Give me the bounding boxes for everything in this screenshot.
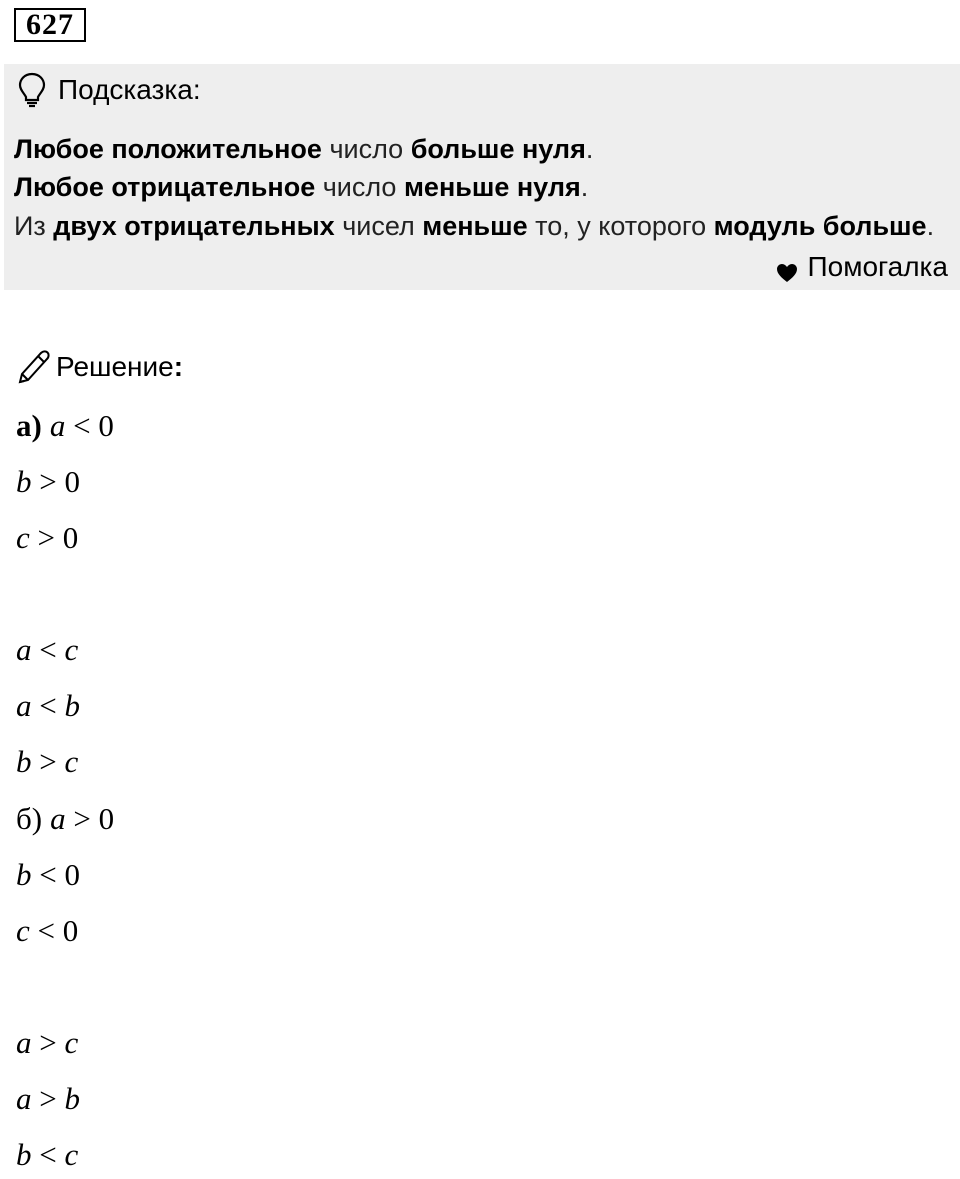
- math-left: a: [49, 408, 66, 443]
- math-left: b: [16, 857, 32, 892]
- math-right: b: [64, 1081, 80, 1116]
- math-left: a: [16, 688, 32, 723]
- math-line-4: [16, 632, 78, 668]
- math-right: c: [64, 1025, 79, 1060]
- problem-number: 627: [14, 8, 86, 42]
- math-line-1: [16, 408, 114, 444]
- hint-line-2-bold-1: Любое отрицательное: [14, 172, 316, 202]
- hint-line-3-text-2: чисел: [334, 211, 423, 241]
- math-left: b: [16, 464, 32, 499]
- hint-line-3-text-4: .: [926, 211, 935, 241]
- math-op: >: [39, 464, 57, 499]
- hint-line-3-bold-3: модуль больше: [713, 211, 927, 241]
- math-line-7: [16, 801, 114, 837]
- hint-line-3-bold-1: двух отрицательных: [53, 211, 335, 241]
- math-op: >: [39, 1081, 57, 1116]
- solution-header: [16, 347, 183, 387]
- hint-line-2: [14, 170, 588, 204]
- math-op: <: [39, 857, 57, 892]
- math-line-11: [16, 1081, 80, 1117]
- math-left: a: [16, 1081, 32, 1116]
- math-left: a: [16, 632, 32, 667]
- heart-icon: [776, 257, 798, 277]
- math-right: 0: [64, 464, 80, 499]
- math-op: <: [39, 688, 57, 723]
- solution-colon: :: [173, 351, 184, 382]
- math-right: c: [64, 632, 79, 667]
- math-right: c: [64, 744, 79, 779]
- math-line-8: [16, 857, 80, 893]
- math-op: <: [39, 1137, 57, 1172]
- math-op: <: [39, 632, 57, 667]
- math-left: b: [16, 1137, 32, 1172]
- math-op: <: [37, 913, 55, 948]
- math-right: 0: [64, 857, 80, 892]
- hint-line-1-bold-2: больше нуля: [410, 134, 586, 164]
- hint-title: Подсказка:: [58, 74, 201, 105]
- hint-line-1: [14, 132, 593, 166]
- math-left: a: [50, 801, 66, 836]
- hint-line-1-bold-1: Любое положительное: [14, 134, 322, 164]
- hint-box: [4, 64, 960, 290]
- hint-line-3-text-1: Из: [14, 211, 54, 241]
- math-right: 0: [98, 801, 115, 836]
- math-left: c: [16, 520, 30, 555]
- solution-title: Решение: [56, 351, 174, 382]
- math-right: c: [64, 1137, 79, 1172]
- math-line-12: [16, 1137, 78, 1173]
- math-line-9: [16, 913, 78, 949]
- math-left: a: [16, 1025, 32, 1060]
- math-right: 0: [98, 408, 114, 443]
- math-line-10: [16, 1025, 78, 1061]
- part-a-label: а): [16, 408, 42, 443]
- source-label: Помогалка: [807, 251, 948, 282]
- math-op: >: [73, 801, 91, 836]
- hint-line-2-text-2: .: [580, 172, 589, 202]
- hint-line-1-text-2: .: [585, 134, 594, 164]
- math-right: b: [64, 688, 80, 723]
- math-line-5: [16, 688, 80, 724]
- lightbulb-icon: [18, 72, 46, 108]
- math-line-6: [16, 744, 78, 780]
- hint-line-3-text-3: то, у которого: [527, 211, 714, 241]
- hint-line-3: [14, 209, 934, 243]
- math-line-3: [16, 520, 78, 556]
- hint-line-3-bold-2: меньше: [422, 211, 528, 241]
- source-credit: [776, 250, 948, 284]
- part-b-label: б): [16, 801, 43, 836]
- pencil-icon: [16, 349, 50, 385]
- math-right: 0: [62, 520, 79, 555]
- math-left: c: [16, 913, 30, 948]
- math-op: >: [39, 1025, 57, 1060]
- hint-line-2-text-1: число: [315, 172, 404, 202]
- hint-line-2-bold-2: меньше нуля: [403, 172, 581, 202]
- math-left: b: [16, 744, 32, 779]
- math-op: <: [73, 408, 91, 443]
- math-right: 0: [62, 913, 79, 948]
- math-op: >: [39, 744, 57, 779]
- hint-header: [18, 72, 201, 108]
- math-op: >: [37, 520, 55, 555]
- hint-line-1-text-1: число: [321, 134, 411, 164]
- math-line-2: [16, 464, 80, 500]
